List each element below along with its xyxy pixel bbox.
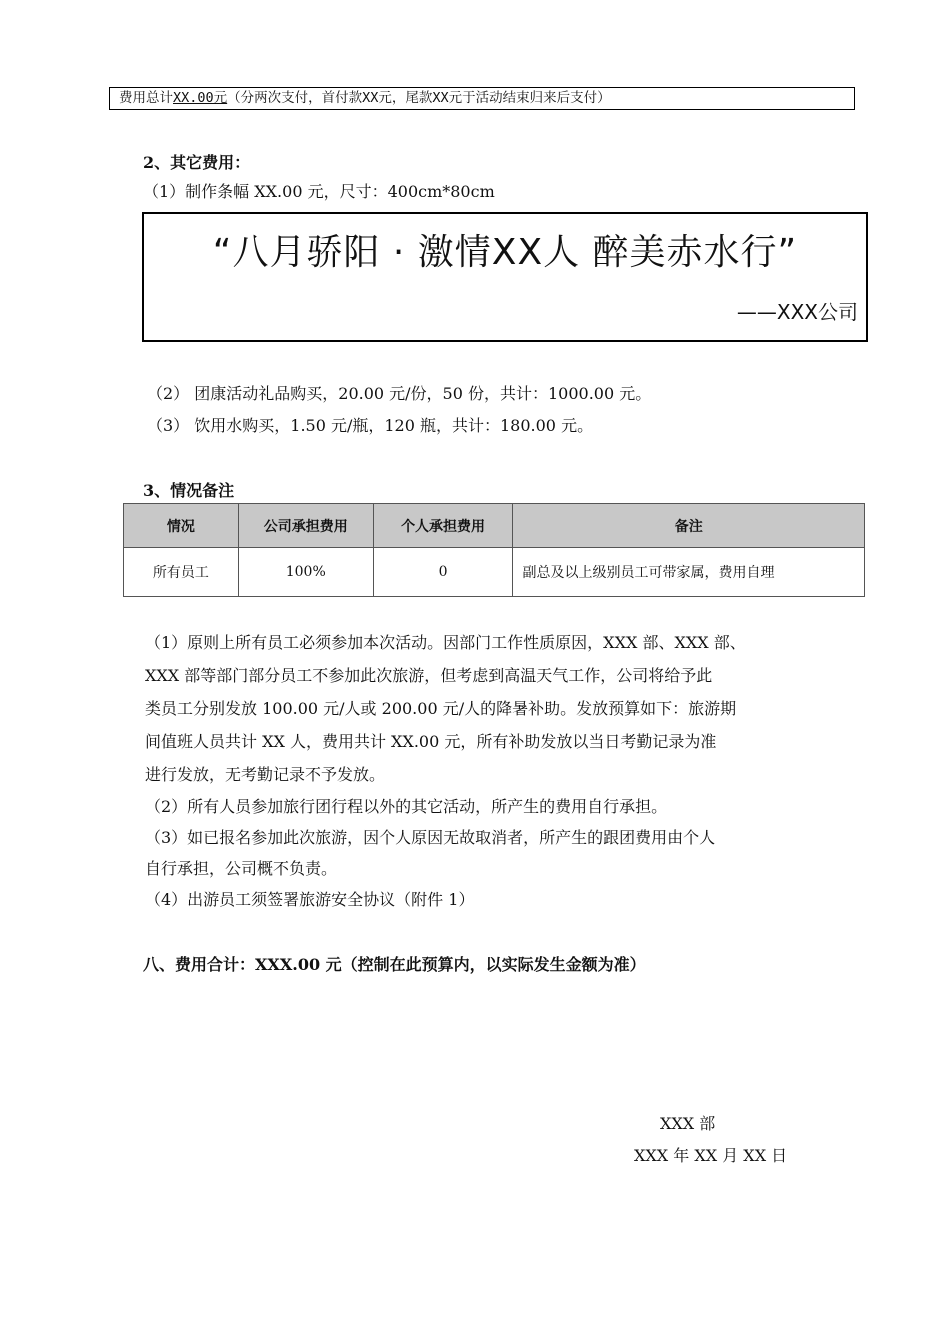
remarks-table (123, 503, 865, 597)
note-line: （4）出游员工须签署旅游安全协议（附件 1） (145, 890, 475, 909)
note-line: 间值班人员共计 XX 人，费用共计 XX.00 元，所有补助发放以当日考勤记录为准 (145, 732, 717, 751)
note-line: 自行承担，公司概不负责。 (145, 859, 338, 878)
section3-heading: 3、情况备注 (143, 481, 235, 500)
section2-item2: （2） 团康活动礼品购买，20.00 元/份，50 份，共计：1000.00 元。 (147, 384, 652, 403)
section2-item1: （1）制作条幅 XX.00 元，尺寸：400cm*80cm (143, 182, 495, 201)
note-line: XXX 部等部门部分员工不参加此次旅游，但考虑到高温天气工作，公司将给予此 (145, 666, 713, 685)
banner-signer: ——XXX公司 (736, 300, 858, 324)
section2-item3: （3） 饮用水购买，1.50 元/瓶，120 瓶，共计：180.00 元。 (147, 416, 594, 435)
note-line: 进行发放，无考勤记录不予发放。 (145, 765, 386, 784)
section2-heading: 2、其它费用： (143, 153, 251, 172)
signature-department: XXX 部 (660, 1114, 716, 1133)
table-header-cell: 公司承担费用 (238, 504, 373, 548)
note-line: 类员工分别发放 100.00 元/人或 200.00 元/人的降暑补助。发放预算如下：旅游期 (145, 699, 737, 718)
banner-slogan: “八月骄阳 · 激情XX人 醉美赤水行” (212, 232, 798, 273)
note-line: （3）如已报名参加此次旅游，因个人原因无故取消者，所产生的跟团费用由个人 (145, 828, 716, 847)
table-header-row (124, 504, 865, 548)
table-cell: 所有员工 (124, 548, 239, 597)
cost-total-suffix: （分两次支付，首付款XX元，尾款XX元于活动结束归来后支付） (227, 90, 611, 106)
cost-total-prefix: 费用总计 (119, 90, 173, 106)
table-cell: 100% (238, 548, 373, 597)
table-row (124, 548, 865, 597)
note-line: （2）所有人员参加旅行团行程以外的其它活动，所产生的费用自行承担。 (145, 797, 668, 816)
note-line: （1）原则上所有员工必须参加本次活动。因部门工作性质原因，XXX 部、XXX 部、 (145, 633, 746, 652)
notes-block (145, 626, 746, 915)
table-cell: 副总及以上级别员工可带家属，费用自理 (513, 548, 865, 597)
section8-heading: 八、费用合计：XXX.00 元（控制在此预算内，以实际发生金额为准） (143, 955, 646, 974)
cost-total-box (109, 87, 855, 110)
table-cell: 0 (373, 548, 513, 597)
table-header-cell: 个人承担费用 (373, 504, 513, 548)
cost-total-amount: XX.00元 (173, 90, 228, 106)
signature-date: XXX 年 XX 月 XX 日 (634, 1146, 788, 1165)
table-header-cell: 情况 (124, 504, 239, 548)
banner-sample (142, 212, 868, 342)
table-header-cell: 备注 (513, 504, 865, 548)
